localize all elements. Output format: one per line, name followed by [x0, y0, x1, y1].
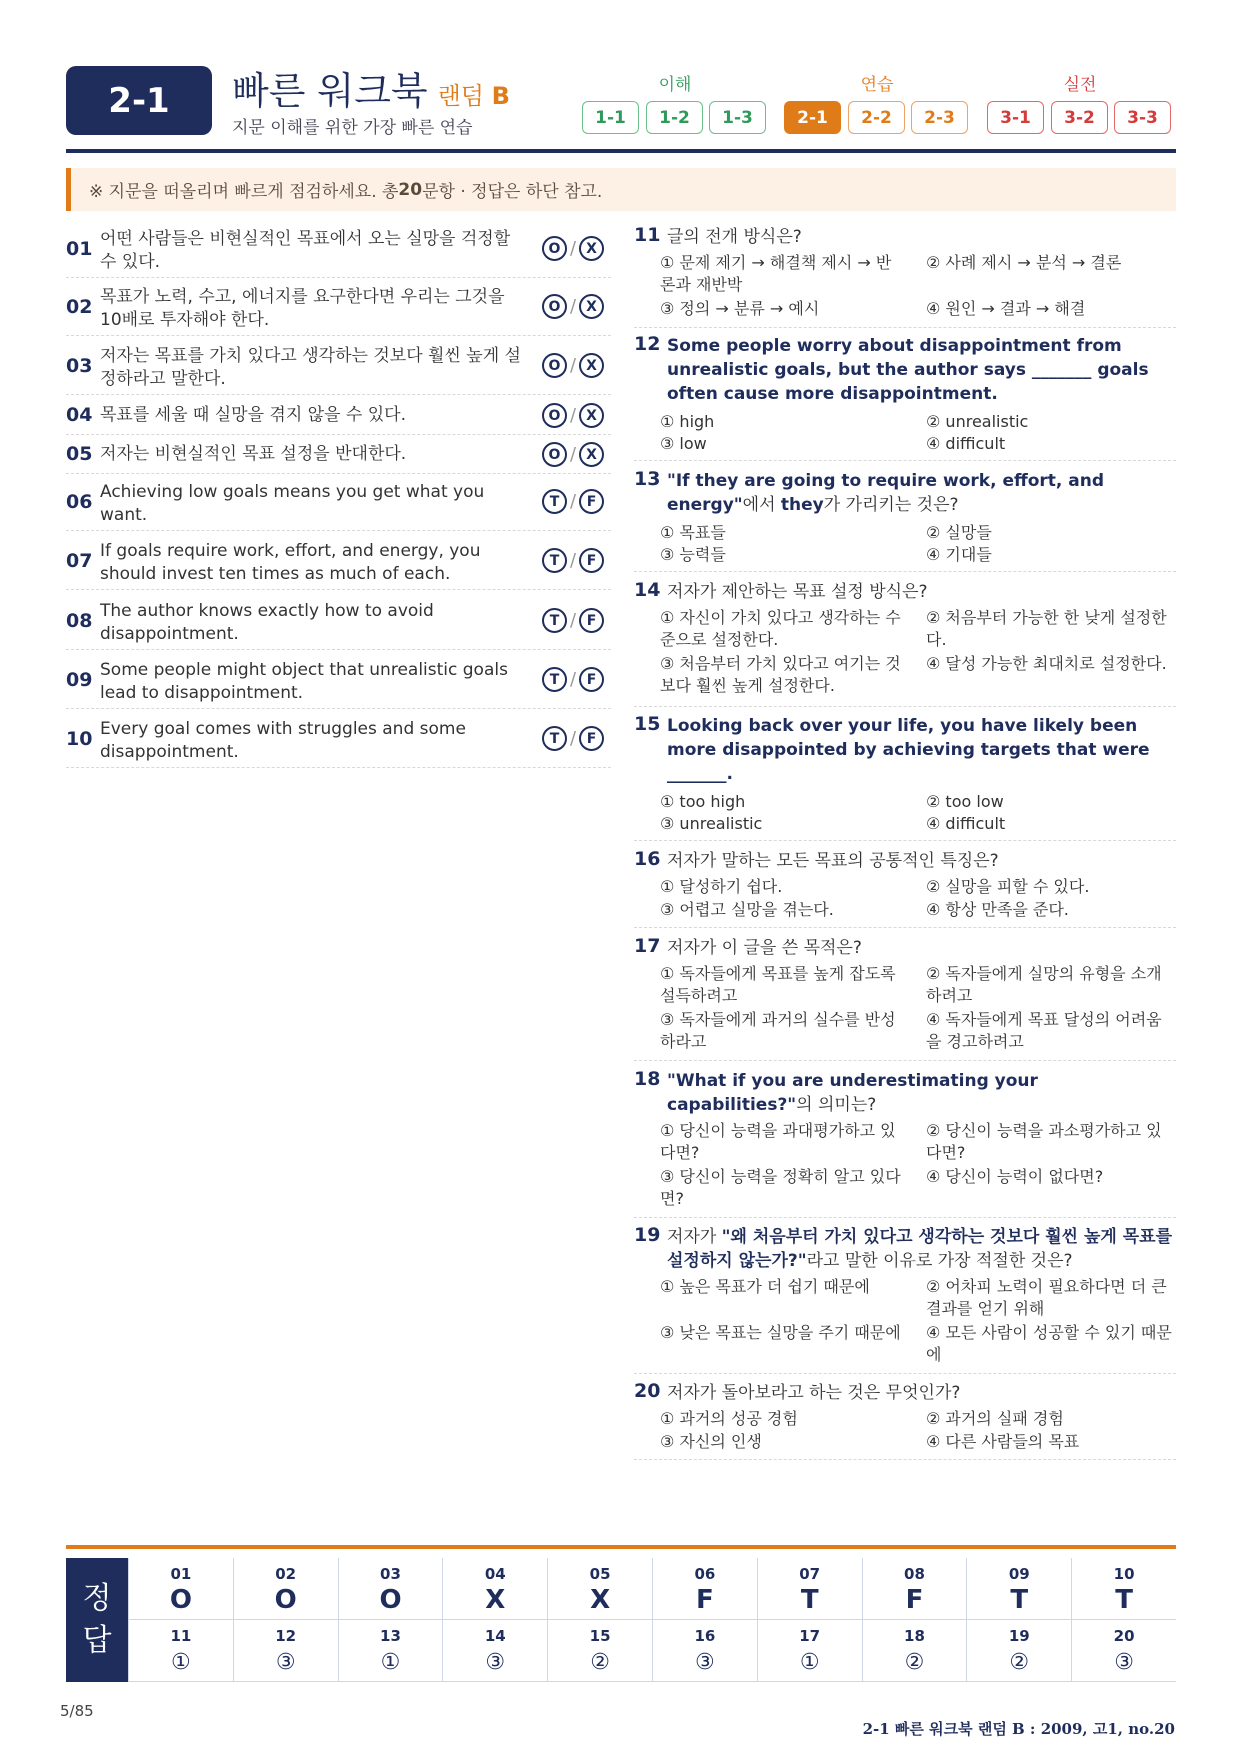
option-1[interactable]: ① 당신이 능력을 과대평가하고 있다면? — [660, 1121, 896, 1162]
question-block — [634, 935, 1176, 1061]
answer-choices: O / X — [542, 236, 604, 261]
option-3[interactable]: ③ unrealistic — [660, 814, 763, 833]
answer-key-label: 정 답 — [66, 1558, 128, 1682]
question-stem: 저자가 돌아보라고 하는 것은 무엇인가? — [667, 1383, 961, 1403]
question-text: Some people might object that unrealistic goals lead to disappointment. — [100, 660, 508, 703]
question-number: 12 — [634, 333, 661, 355]
question-number: 18 — [634, 1068, 661, 1090]
notice-count: 20 — [398, 179, 423, 200]
question-number: 14 — [634, 579, 661, 601]
question-stem: Looking back over your life, you have likely been more disappointed by achieving targets that were _______. — [667, 716, 1150, 784]
answer-cell: 16 ③ — [652, 1620, 757, 1682]
circle-o-option[interactable]: O — [542, 353, 567, 378]
question-row — [66, 399, 611, 435]
question-stem: Some people worry about disappointment from unrealistic goals, but the author says _______ goals often cause more disappointment. — [667, 336, 1149, 404]
question-number: 10 — [66, 728, 93, 750]
question-number: 01 — [66, 238, 93, 260]
question-block — [634, 848, 1176, 928]
question-block — [634, 1068, 1176, 1218]
circle-o-option[interactable]: O — [542, 236, 567, 261]
option-4[interactable]: ④ 항상 만족을 준다. — [926, 900, 1069, 919]
footer-source: 2-1 빠른 워크북 랜덤 B : 2009, 고1, no.20 — [862, 1720, 1175, 1738]
answer-cell: 19 ② — [966, 1620, 1071, 1682]
section-tab-1-2[interactable]: 1-2 — [646, 101, 703, 134]
circle-x-option[interactable]: X — [579, 236, 604, 261]
question-text: 목표가 노력, 수고, 에너지를 요구한다면 우리는 그것을 10배로 투자해야 한다. — [100, 287, 505, 330]
question-block — [634, 333, 1176, 461]
option-4[interactable]: ④ 원인 → 결과 → 해결 — [926, 299, 1086, 318]
option-4[interactable]: ④ 다른 사람들의 목표 — [926, 1432, 1080, 1451]
option-1[interactable]: ① too high — [660, 792, 746, 811]
answer-choices: T / F — [542, 489, 604, 514]
question-row — [66, 536, 611, 590]
question-text: If goals require work, effort, and energy, you should invest ten times as much of each. — [100, 541, 481, 584]
question-row — [66, 341, 611, 395]
option-3[interactable]: ③ 독자들에게 과거의 실수를 반성하라고 — [660, 1010, 896, 1051]
question-text: Achieving low goals means you get what you want. — [100, 482, 485, 525]
question-number: 04 — [66, 404, 93, 426]
answer-cell: 02 O — [233, 1558, 338, 1620]
question-text: 어떤 사람들은 비현실적인 목표에서 오는 실망을 걱정할 수 있다. — [100, 229, 511, 272]
option-2[interactable]: ② 실망들 — [926, 523, 992, 542]
question-number: 09 — [66, 669, 93, 691]
question-number: 20 — [634, 1380, 661, 1402]
question-stem: "What if you are underestimating your capabilities?"의 의미는? — [667, 1071, 1038, 1115]
header-divider — [66, 149, 1176, 153]
circle-x-option[interactable]: X — [579, 353, 604, 378]
question-text: 저자는 목표를 가치 있다고 생각하는 것보다 훨씬 높게 설정하라고 말한다. — [100, 346, 521, 389]
option-2[interactable]: ② 처음부터 가능한 한 낮게 설정한다. — [926, 608, 1167, 649]
circle-t-option[interactable]: T — [542, 667, 567, 692]
circle-x-option[interactable]: X — [579, 294, 604, 319]
circle-f-option[interactable]: F — [579, 726, 604, 751]
group-label-practice: 연습 — [860, 75, 894, 95]
page-subtitle: 지문 이해를 위한 가장 빠른 연습 — [232, 118, 473, 138]
answer-choices: O / X — [542, 353, 604, 378]
answer-cell: 20 ③ — [1071, 1620, 1176, 1682]
answer-choices: T / F — [542, 726, 604, 751]
question-number: 13 — [634, 468, 661, 490]
answer-choices: T / F — [542, 667, 604, 692]
question-number: 11 — [634, 224, 661, 246]
tag-letter: B — [491, 82, 510, 110]
circle-f-option[interactable]: F — [579, 489, 604, 514]
circle-o-option[interactable]: O — [542, 442, 567, 467]
option-4[interactable]: ④ 독자들에게 목표 달성의 어려움을 경고하려고 — [926, 1010, 1162, 1051]
question-block — [634, 713, 1176, 841]
option-3[interactable]: ③ 어렵고 실망을 겪는다. — [660, 900, 834, 919]
circle-o-option[interactable]: O — [542, 294, 567, 319]
question-row — [66, 655, 611, 709]
question-block — [634, 468, 1176, 572]
question-block — [634, 1380, 1176, 1460]
question-text: Every goal comes with struggles and some disappointment. — [100, 719, 466, 762]
answer-choices: O / X — [542, 403, 604, 428]
answer-cell: 05 X — [547, 1558, 652, 1620]
question-number: 08 — [66, 610, 93, 632]
option-3[interactable]: ③ 당신이 능력을 정확히 알고 있다면? — [660, 1167, 901, 1208]
option-1[interactable]: ① 목표들 — [660, 523, 726, 542]
section-tab-3-1[interactable]: 3-1 — [987, 101, 1044, 134]
question-row — [66, 438, 611, 474]
circle-t-option[interactable]: T — [542, 726, 567, 751]
answer-divider — [66, 1545, 1176, 1549]
group-label-real: 실전 — [1063, 75, 1097, 95]
option-4[interactable]: ④ 모든 사람이 성공할 수 있기 때문에 — [926, 1323, 1172, 1364]
answer-cell: 03 O — [338, 1558, 443, 1620]
question-stem: 저자가 제안하는 목표 설정 방식은? — [667, 582, 928, 602]
question-number: 03 — [66, 355, 93, 377]
option-1[interactable]: ① 달성하기 쉽다. — [660, 877, 783, 896]
section-tab-1-1[interactable]: 1-1 — [582, 101, 639, 134]
option-4[interactable]: ④ 달성 가능한 최대치로 설정한다. — [926, 654, 1167, 673]
title-tag — [438, 82, 510, 110]
question-number: 02 — [66, 296, 93, 318]
notice-suffix: 문항 · 정답은 하단 참고. — [422, 182, 603, 202]
question-stem: 저자가 말하는 모든 목표의 공통적인 특징은? — [667, 851, 999, 871]
option-2[interactable]: ② too low — [926, 792, 1004, 811]
question-stem: 저자가 이 글을 쓴 목적은? — [667, 938, 862, 958]
answer-cell: 08 F — [862, 1558, 967, 1620]
question-number: 06 — [66, 491, 93, 513]
answer-cell: 01 O — [128, 1558, 233, 1620]
option-3[interactable]: ③ 능력들 — [660, 545, 726, 564]
option-1[interactable]: ① high — [660, 412, 715, 431]
option-2[interactable]: ② unrealistic — [926, 412, 1029, 431]
circle-x-option[interactable]: X — [579, 403, 604, 428]
option-2[interactable]: ② 실망을 피할 수 있다. — [926, 877, 1090, 896]
option-1[interactable]: ① 문제 제기 → 해결책 제시 → 반론과 재반박 — [660, 253, 892, 294]
option-1[interactable]: ① 자신이 가치 있다고 생각하는 수준으로 설정한다. — [660, 608, 901, 649]
page-title — [232, 60, 510, 115]
option-3[interactable]: ③ 낮은 목표는 실망을 주기 때문에 — [660, 1323, 901, 1342]
option-2[interactable]: ② 어차피 노력이 필요하다면 더 큰 결과를 얻기 위해 — [926, 1277, 1167, 1318]
question-number: 07 — [66, 550, 93, 572]
option-1[interactable]: ① 과거의 성공 경험 — [660, 1409, 798, 1428]
option-2[interactable]: ② 독자들에게 실망의 유형을 소개하려고 — [926, 964, 1162, 1005]
question-block — [634, 224, 1176, 328]
question-number: 17 — [634, 935, 661, 957]
title-text: 빠른 워크북 — [232, 69, 428, 113]
section-tab-3-2[interactable]: 3-2 — [1051, 101, 1108, 134]
option-3[interactable]: ③ 처음부터 가치 있다고 여기는 것보다 훨씬 높게 설정한다. — [660, 654, 901, 695]
answer-cell: 12 ③ — [233, 1620, 338, 1682]
option-2[interactable]: ② 과거의 실패 경험 — [926, 1409, 1064, 1428]
question-stem: 글의 전개 방식은? — [667, 227, 802, 247]
option-3[interactable]: ③ low — [660, 434, 707, 453]
answer-cell: 14 ③ — [442, 1620, 547, 1682]
circle-f-option[interactable]: F — [579, 608, 604, 633]
section-tab-2-2[interactable]: 2-2 — [848, 101, 905, 134]
option-1[interactable]: ① 높은 목표가 더 쉽기 때문에 — [660, 1277, 870, 1296]
section-tab-3-3[interactable]: 3-3 — [1114, 101, 1171, 134]
answer-cell: 04 X — [442, 1558, 547, 1620]
option-2[interactable]: ② 사례 제시 → 분석 → 결론 — [926, 253, 1122, 272]
question-row — [66, 714, 611, 768]
section-badge: 2-1 — [66, 66, 212, 135]
circle-t-option[interactable]: T — [542, 489, 567, 514]
question-row — [66, 596, 611, 650]
option-1[interactable]: ① 독자들에게 목표를 높게 잡도록 설득하려고 — [660, 964, 896, 1005]
circle-f-option[interactable]: F — [579, 667, 604, 692]
answer-choices: T / F — [542, 608, 604, 633]
section-tab-2-1[interactable]: 2-1 — [784, 101, 841, 134]
answer-cell: 15 ② — [547, 1620, 652, 1682]
answer-cell: 18 ② — [862, 1620, 967, 1682]
section-tab-1-3[interactable]: 1-3 — [709, 101, 766, 134]
circle-t-option[interactable]: T — [542, 608, 567, 633]
question-stem: 저자가 "왜 처음부터 가치 있다고 생각하는 것보다 훨씬 높게 목표를 설정하지 않는가?"라고 말한 이유로 가장 적절한 것은? — [667, 1227, 1173, 1271]
question-number: 05 — [66, 443, 93, 465]
answer-choices: O / X — [542, 294, 604, 319]
circle-o-option[interactable]: O — [542, 403, 567, 428]
question-stem: "If they are going to require work, effort, and energy"에서 they가 가리키는 것은? — [667, 471, 1105, 515]
answer-key-table — [128, 1558, 1176, 1682]
question-text: 목표를 세울 때 실망을 겪지 않을 수 있다. — [100, 405, 406, 425]
question-number: 15 — [634, 713, 661, 735]
circle-x-option[interactable]: X — [579, 442, 604, 467]
answer-cell: 17 ① — [757, 1620, 862, 1682]
notice-bar — [66, 168, 1176, 211]
answer-choices: T / F — [542, 548, 604, 573]
answer-cell: 10 T — [1071, 1558, 1176, 1620]
group-label-understand: 이해 — [658, 75, 692, 95]
tag-prefix: 랜덤 — [437, 82, 484, 110]
question-block — [634, 579, 1176, 707]
option-2[interactable]: ② 당신이 능력을 과소평가하고 있다면? — [926, 1121, 1162, 1162]
circle-t-option[interactable]: T — [542, 548, 567, 573]
question-row — [66, 477, 611, 531]
answer-choices: O / X — [542, 442, 604, 467]
option-4[interactable]: ④ difficult — [926, 814, 1006, 833]
option-4[interactable]: ④ difficult — [926, 434, 1006, 453]
section-tab-2-3[interactable]: 2-3 — [911, 101, 968, 134]
option-4[interactable]: ④ 기대들 — [926, 545, 992, 564]
option-4[interactable]: ④ 당신이 능력이 없다면? — [926, 1167, 1104, 1186]
circle-f-option[interactable]: F — [579, 548, 604, 573]
option-3[interactable]: ③ 자신의 인생 — [660, 1432, 762, 1451]
question-row — [66, 224, 611, 278]
answer-cell: 07 T — [757, 1558, 862, 1620]
answer-cell: 06 F — [652, 1558, 757, 1620]
question-text: 저자는 비현실적인 목표 설정을 반대한다. — [100, 444, 407, 464]
page-number: 5/85 — [60, 1702, 94, 1720]
question-number: 19 — [634, 1224, 661, 1246]
notice-prefix: ※ 지문을 떠올리며 빠르게 점검하세요. 총 — [89, 182, 399, 202]
answer-cell: 09 T — [966, 1558, 1071, 1620]
option-3[interactable]: ③ 정의 → 분류 → 예시 — [660, 299, 820, 318]
question-text: The author knows exactly how to avoid disappointment. — [100, 601, 434, 644]
answer-cell: 13 ① — [338, 1620, 443, 1682]
question-block — [634, 1224, 1176, 1374]
answer-cell: 11 ① — [128, 1620, 233, 1682]
question-row — [66, 282, 611, 336]
question-number: 16 — [634, 848, 661, 870]
